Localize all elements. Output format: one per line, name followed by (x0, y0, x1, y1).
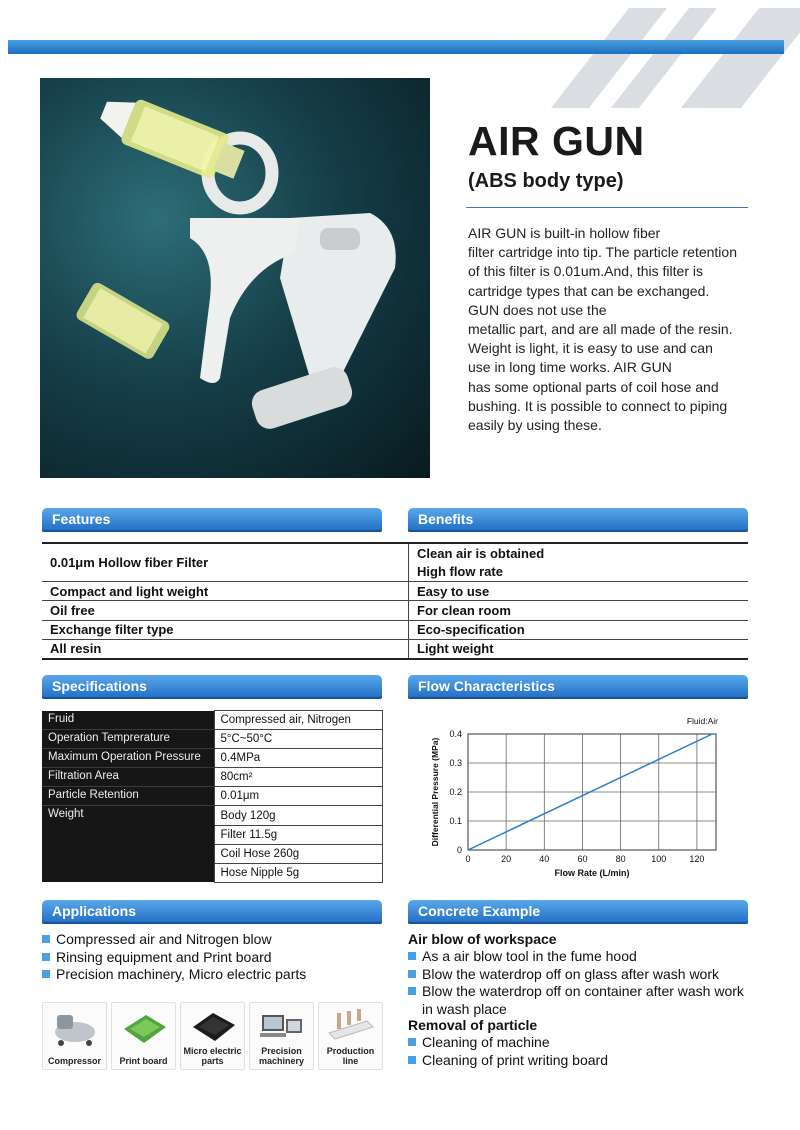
icon-label: Micro electric parts (183, 1046, 242, 1066)
benefits-table (408, 542, 748, 660)
spec-label-weight: Weight (42, 806, 214, 882)
description-line: Weight is light, it is easy to use and can (468, 340, 713, 357)
description-line: filter cartridge into tip. The particle retention (468, 244, 737, 261)
applications-heading: Applications (52, 903, 137, 919)
y-tick-label: 0 (456, 845, 462, 855)
icon-label: Precision machinery (258, 1046, 305, 1066)
description-line: use in long time works. AIR GUN (468, 359, 672, 376)
list-item: Cleaning of print writing board (408, 1052, 758, 1070)
y-tick-label: 0.2 (449, 787, 462, 797)
benefit-item: Easy to use (409, 582, 749, 601)
spec-weight-value: Coil Hose 260g (214, 844, 382, 863)
spec-weight-value: Hose Nipple 5g (214, 863, 382, 882)
list-item: Blow the waterdrop off on glass after wash work (408, 966, 758, 984)
x-tick-label: 0 (465, 854, 471, 864)
x-tick-label: 40 (539, 854, 550, 864)
icon-label: Print board (119, 1056, 168, 1066)
y-tick-label: 0.1 (449, 816, 462, 826)
spec-value: 0.4MPa (214, 749, 382, 768)
feature-item: 0.01μm Hollow fiber Filter (42, 543, 408, 582)
micro-electric-parts-icon (189, 1007, 237, 1047)
description-line: AIR GUN is built-in hollow fiber (468, 225, 661, 241)
description-line: of this filter is 0.01um.And, this filter is (468, 263, 703, 280)
benefits-header (408, 508, 748, 532)
description-line: bushing. It is possible to connect to piping (468, 397, 728, 414)
feature-item: Compact and light weight (42, 582, 408, 601)
spec-value: Compressed air, Nitrogen (214, 711, 382, 730)
applications-list (42, 931, 392, 984)
benefits-heading: Benefits (418, 511, 474, 527)
flow-chart-svg (412, 712, 748, 882)
y-tick-label: 0.4 (449, 729, 462, 739)
page-subtitle: (ABS body type) (468, 170, 624, 192)
spec-label: Fruid (42, 711, 214, 730)
list-item-continued: in wash place (422, 1000, 507, 1017)
production-line-card (318, 1002, 383, 1070)
top-blue-bar (8, 40, 784, 54)
benefit-item: Eco-specification (409, 620, 749, 639)
description-line: cartridge types that can be exchanged. (468, 282, 710, 299)
x-tick-label: 80 (615, 854, 626, 864)
feature-item: Oil free (42, 601, 408, 620)
icon-label: Production line (326, 1046, 375, 1066)
y-tick-label: 0.3 (449, 758, 462, 768)
benefit-item: High flow rate (409, 562, 749, 581)
spec-value: 5°C~50°C (214, 730, 382, 749)
x-tick-label: 100 (651, 854, 667, 864)
list-item: Blow the waterdrop off on container after wash work (408, 983, 758, 1001)
spec-label: Particle Retention (42, 787, 214, 806)
concrete-group-title: Air blow of workspace (408, 931, 557, 947)
chart-annotation: Fluid:Air (686, 716, 718, 726)
precision-machinery-card (249, 1002, 314, 1070)
list-item: Compressed air and Nitrogen blow (42, 931, 392, 949)
description-line: metallic part, and are all made of the resin. (468, 321, 733, 338)
spec-row (42, 711, 382, 730)
compressor-card (42, 1002, 107, 1070)
features-heading: Features (52, 511, 111, 527)
benefit-item: Light weight (409, 639, 749, 658)
list-item: As a air blow tool in the fume hood (408, 948, 758, 966)
title-divider (466, 207, 748, 208)
spec-row (42, 806, 382, 825)
application-icons (42, 1002, 383, 1070)
product-description (468, 224, 758, 435)
compressor-icon (51, 1007, 99, 1047)
list-item: Rinsing equipment and Print board (42, 949, 392, 967)
specifications-table (42, 710, 383, 883)
concrete-list-1 (408, 948, 758, 1018)
spec-row (42, 787, 382, 806)
flow-header (408, 675, 748, 699)
spec-weight-value: Filter 11.5g (214, 825, 382, 844)
feature-item: Exchange filter type (42, 620, 408, 639)
x-axis-label: Flow Rate (L/min) (554, 868, 630, 878)
list-item: Cleaning of machine (408, 1034, 758, 1052)
list-item: Precision machinery, Micro electric parts (42, 966, 392, 984)
spec-label: Operation Temprerature (42, 730, 214, 749)
spec-label: Filtration Area (42, 768, 214, 787)
print-board-icon (120, 1007, 168, 1047)
flow-heading: Flow Characteristics (418, 678, 555, 694)
y-axis-label: Differential Pressure (MPa) (430, 737, 440, 847)
concrete-list-2 (408, 1034, 758, 1069)
spec-row (42, 749, 382, 768)
x-tick-label: 120 (689, 854, 705, 864)
concrete-group-title: Removal of particle (408, 1017, 538, 1033)
description-line: easily by using these. (468, 417, 602, 434)
product-photo (40, 78, 430, 478)
applications-header (42, 900, 382, 924)
icon-label: Compressor (47, 1056, 101, 1066)
spec-value: 80cm² (214, 768, 382, 787)
production-line-icon (327, 1007, 375, 1047)
description-line: GUN does not use the (468, 301, 607, 318)
benefit-item: Clean air is obtained (409, 543, 749, 562)
spec-row (42, 768, 382, 787)
concrete-heading: Concrete Example (418, 903, 541, 919)
feature-item: All resin (42, 639, 408, 658)
x-tick-label: 60 (577, 854, 588, 864)
print-board-card (111, 1002, 176, 1070)
spec-label: Maximum Operation Pressure (42, 749, 214, 768)
spec-value: 0.01μm (214, 787, 382, 806)
page-title: AIR GUN (468, 118, 645, 164)
specifications-header (42, 675, 382, 699)
features-table (42, 542, 408, 660)
spec-row (42, 730, 382, 749)
concrete-header (408, 900, 748, 924)
description-line: has some optional parts of coil hose and (468, 378, 719, 395)
micro-electric-parts-card (180, 1002, 245, 1070)
benefit-item: For clean room (409, 601, 749, 620)
features-header (42, 508, 382, 532)
specifications-heading: Specifications (52, 678, 147, 694)
flow-chart (412, 712, 748, 882)
x-tick-label: 20 (501, 854, 512, 864)
spec-weight-value: Body 120g (214, 806, 382, 825)
precision-machinery-icon (258, 1007, 306, 1047)
